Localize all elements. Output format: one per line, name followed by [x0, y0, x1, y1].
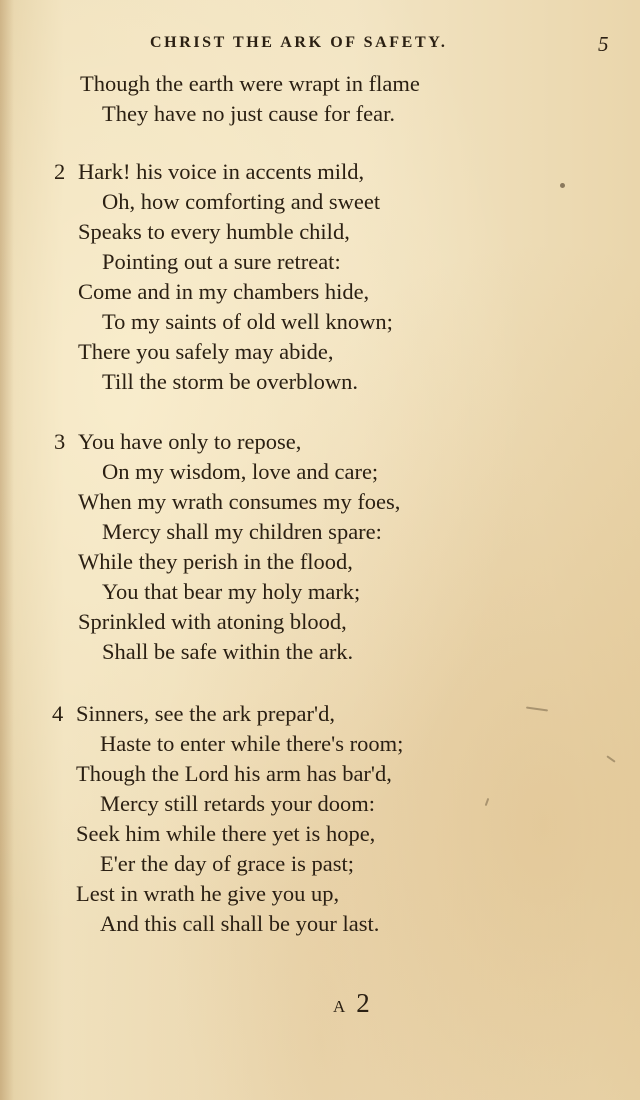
poem-line: You have only to repose, [78, 429, 302, 454]
poem-line: Sprinkled with atoning blood, [78, 609, 347, 634]
poem-line: Haste to enter while there's room; [100, 731, 404, 756]
poem-line: And this call shall be your last. [100, 911, 380, 936]
poem-line: Sinners, see the ark prepar'd, [76, 701, 335, 726]
poem-line: Pointing out a sure retreat: [102, 249, 341, 274]
poem-line: Shall be safe within the ark. [102, 639, 354, 664]
poem-line: When my wrath consumes my foes, [78, 489, 401, 514]
ink-speck [606, 755, 615, 762]
ink-speck [526, 706, 548, 711]
signature-number: 2 [356, 988, 370, 1018]
poem-line: While they perish in the flood, [78, 549, 353, 574]
poem-line: Lest in wrath he give you up, [76, 881, 340, 906]
poem-line: E'er the day of grace is past; [100, 851, 354, 876]
poem-line: Seek him while there yet is hope, [76, 821, 376, 846]
poem-line: Hark! his voice in accents mild, [78, 159, 365, 184]
signature-letter: A [333, 997, 347, 1016]
running-head: CHRIST THE ARK OF SAFETY. [150, 34, 448, 51]
ink-speck [485, 798, 490, 806]
poem-line: Mercy still retards your doom: [100, 791, 375, 816]
poem-line: They have no just cause for fear. [102, 101, 396, 126]
ink-speck [560, 183, 565, 188]
stanza-number: 3 [54, 429, 66, 454]
poem-line: Mercy shall my children spare: [102, 519, 382, 544]
poem-line: Speaks to every humble child, [78, 219, 350, 244]
poem-line: You that bear my holy mark; [102, 579, 361, 604]
poem-line: Come and in my chambers hide, [78, 279, 370, 304]
page-number: 5 [598, 32, 609, 56]
poem-line: Though the earth were wrapt in flame [80, 71, 420, 96]
poem-line: There you safely may abide, [78, 339, 334, 364]
stanza-number: 4 [52, 701, 64, 726]
stanza-number: 2 [54, 159, 66, 184]
poem-line: To my saints of old well known; [102, 309, 393, 334]
poem-line: Till the storm be overblown. [102, 369, 359, 394]
page-gutter-shadow [0, 0, 14, 1100]
poem-line: Oh, how comforting and sweet [102, 189, 381, 214]
printer-signature [333, 988, 370, 1019]
poem-line: Though the Lord his arm has bar'd, [76, 761, 392, 786]
poem-line: On my wisdom, love and care; [102, 459, 379, 484]
